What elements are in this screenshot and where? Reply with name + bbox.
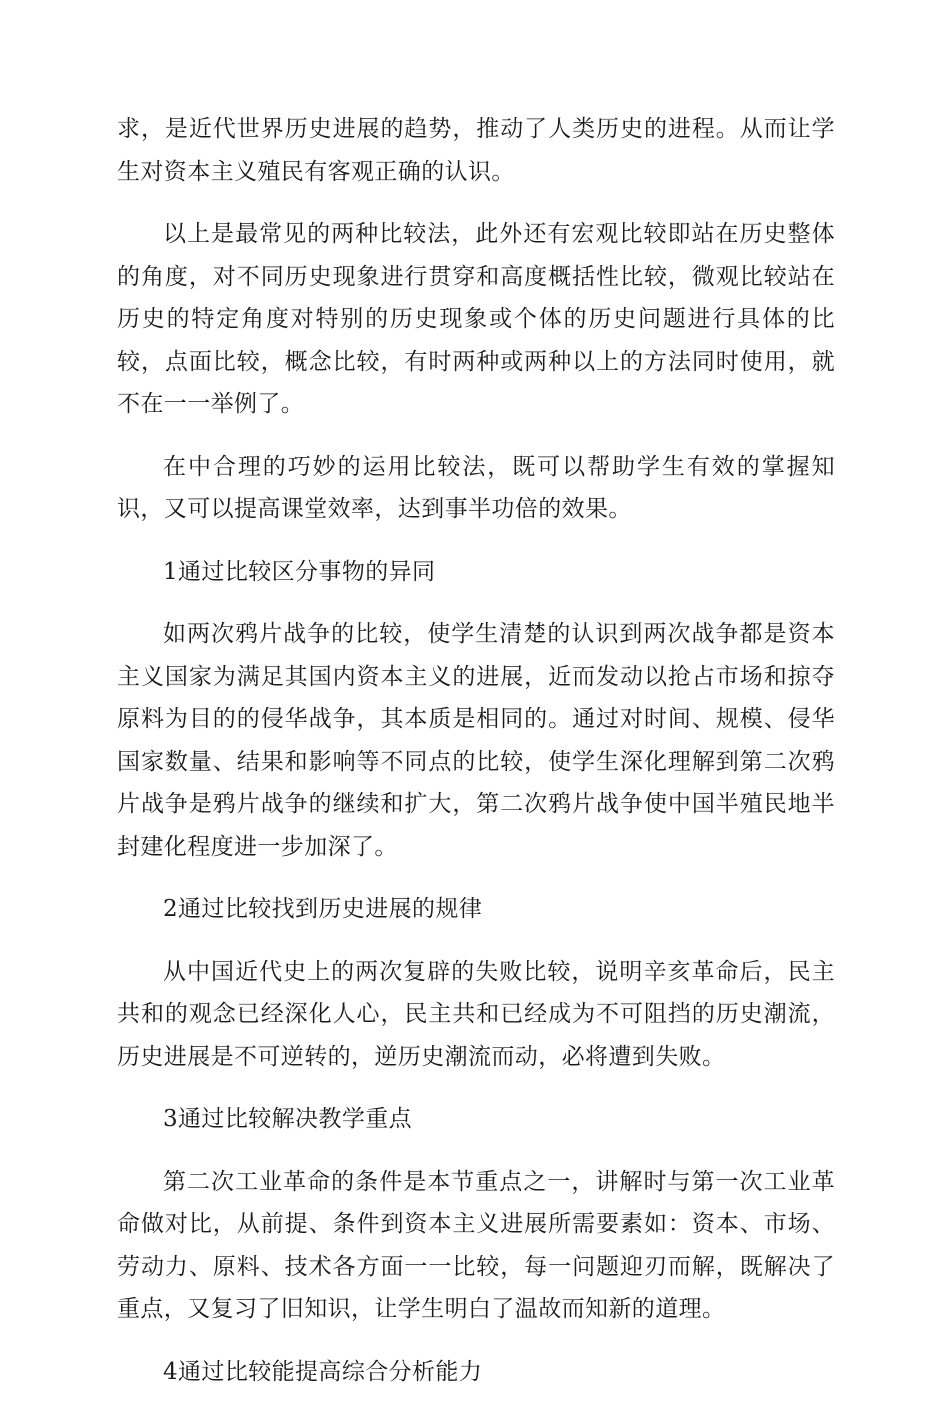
paragraph-continuation: 求，是近代世界历史进展的趋势，推动了人类历史的进程。从而让学生对资本主义殖民有客观正确的认识。 xyxy=(117,116,835,185)
section-heading-4: 4通过比较能提高综合分析能力 xyxy=(163,1358,483,1385)
section-heading-1: 1通过比较区分事物的异同 xyxy=(163,558,436,585)
section-heading-2: 2通过比较找到历史进展的规律 xyxy=(163,896,483,922)
paragraph-opium-wars: 如两次鸦片战争的比较，使学生清楚的认识到两次战争都是资本主义国家为满足其国内资本主义的进展，近而发动以抢占市场和掠夺原料为目的的侵华战争，其本质是相同的。通过对时间、规模、侵华国家数量、结果和影响等不同点的比较，使学生深化理解到第二次鸦片战争是鸦片战争的继续和扩大，第二次鸦片战争使中国半殖民地半封建化程度进一步加深了。 xyxy=(117,621,835,860)
paragraph-industrial-revolution: 第二次工业革命的条件是本节重点之一，讲解时与第一次工业革命做对比，从前提、条件到资本主义进展所需要素如：资本、市场、劳动力、原料、技术各方面一一比较，每一问题迎刃而解，既解决了重点，又复习了旧知识，让学生明白了温故而知新的道理。 xyxy=(117,1168,835,1322)
document-page xyxy=(117,108,835,1413)
paragraph-comparison-methods: 以上是最常见的两种比较法，此外还有宏观比较即站在历史整体的角度，对不同历史现象进行贯穿和高度概括性比较，微观比较站在历史的特定角度对特别的历史现象或个体的历史问题进行具体的比较，点面比较，概念比较，有时两种或两种以上的方法同时使用，就不在一一举例了。 xyxy=(117,221,835,417)
paragraph-comparison-benefits: 在中合理的巧妙的运用比较法，既可以帮助学生有效的掌握知识，又可以提高课堂效率，达到事半功倍的效果。 xyxy=(117,453,835,522)
section-heading-3: 3通过比较解决教学重点 xyxy=(163,1106,413,1132)
paragraph-restoration-failure: 从中国近代史上的两次复辟的失败比较，说明辛亥革命后，民主共和的观念已经深化人心，民主共和已经成为不可阻挡的历史潮流，历史进展是不可逆转的，逆历史潮流而动，必将遭到失败。 xyxy=(117,958,835,1070)
